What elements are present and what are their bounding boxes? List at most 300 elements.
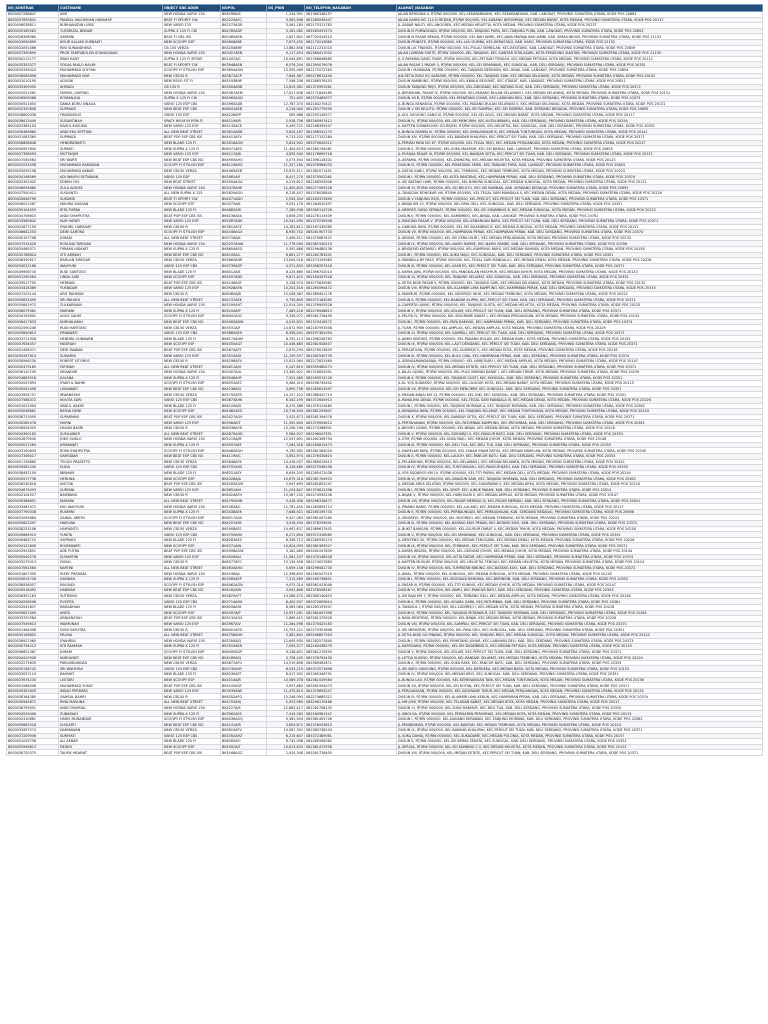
cell-nopol: BK3257AHW [221, 241, 267, 247]
cell-nama: RIZKY PRATAMA [59, 571, 163, 577]
cell-kontrak: 8000036908730 [7, 269, 59, 275]
cell-kontrak: 8000033057119 [7, 672, 59, 678]
cell-os: 4,219,612 [267, 179, 305, 185]
cell-kontrak: 8000032041837 [7, 604, 59, 610]
cell-alamat: JL.PELABUHAN, RT/RW 000/000, KEL.BELAWAN I, KEC.MEDAN BELAWAN, KOTA MEDAN, PROVINSI SUMATERA UTARA, KODE POS 20411 [397, 459, 763, 465]
table-row[interactable] [7, 750, 763, 756]
cell-alamat: JL.BUNGA RAMPAI IV, RT/RW 000/000, KEL.SIMALINGKAR B, KEC.MEDAN TUNTUNGAN, KOTA MEDAN, PROVINSI SUMATERA UTARA, KODE POS 20141 [397, 129, 763, 135]
cell-os: 7,419,283 [267, 711, 305, 717]
cell-os: 6,058,442 [267, 330, 305, 336]
cell-obj: ALL NEW SUPRA X 125 [163, 191, 221, 197]
cell-kontrak: 8000035946813 [7, 744, 59, 750]
cell-os: 5,073,554 [267, 157, 305, 163]
cell-nama: RAHUL KUSUMA [59, 123, 163, 129]
cell-nama: KARTINI [59, 565, 163, 571]
cell-os: 8,702,113 [267, 336, 305, 342]
cell-kontrak: 8000030921603 [7, 101, 59, 107]
cell-telp: 085296047351 [305, 431, 397, 437]
cell-os: 8,470,386 [267, 403, 305, 409]
cell-obj: VARIO 125 ESP CBS [163, 397, 221, 403]
cell-telp: 085372605814 [305, 599, 397, 605]
cell-obj: NEW SCOOPY ESP [163, 39, 221, 45]
cell-kontrak: 8000031588046 [7, 683, 59, 689]
cell-telp: 085370640312 [305, 140, 397, 146]
cell-kontrak: 8000036793051 [7, 705, 59, 711]
cell-nama: HERLINA [59, 476, 163, 482]
cell-obj: NEW BLADE 125 FI [163, 269, 221, 275]
cell-telp: 085296807354 [305, 632, 397, 638]
cell-kontrak: 8000032033558 [7, 163, 59, 169]
cell-telp: 085361047285 [305, 515, 397, 521]
cell-alamat: JL.SEI MENCIRIM, RT/RW 000/000, KEL.PAYA GELI, KEC.SUNGGAL, KAB. DELI SERDANG, PROVINSI SUMATERA UTARA, KODE POS 20351 [397, 627, 763, 633]
cell-nopol: BK3714AHX [221, 599, 267, 605]
cell-os: 6,402,937 [267, 599, 305, 605]
cell-obj: NEW HONDA VARIO 150 [163, 571, 221, 577]
cell-telp: 082295145577 [305, 112, 397, 118]
cell-telp: 081370425183 [305, 621, 397, 627]
cell-obj: NEW SUPRA X 125 FI [163, 576, 221, 582]
cell-alamat: JL.MANDALA BY PASS, RT/RW 000/000, KEL.TEGAL SARI MANDALA I, KEC.MEDAN DENAI, KOTA MEDAN, PROVINSI SUMATERA UTARA, KODE POS 20226 [397, 258, 763, 264]
cell-os: 15,046,387 [267, 291, 305, 297]
table-body [7, 12, 763, 756]
cell-obj: NEW SUPRA X 125 FI [163, 246, 221, 252]
cell-telp: 085372640913 [305, 397, 397, 403]
cell-nopol: BK5132AGX [221, 616, 267, 622]
cell-alamat: DUSUN VII, RT/RW 000/000, KEL.SEI MENCIRIM, KEC.SUNGGAL, KAB. DELI SERDANG, PROVINSI SUMATERA UTARA, KODE POS 20351 [397, 386, 763, 392]
cell-os: 5,449,731 [267, 123, 305, 129]
cell-telp: 082274109983 [305, 258, 397, 264]
cell-kontrak: 8000032302942 [7, 179, 59, 185]
cell-nopol: BK6239AFF [221, 672, 267, 678]
cell-telp: 081375239948 [305, 218, 397, 224]
cell-os: 3,690,758 [267, 386, 305, 392]
cell-kontrak: 8000031010195 [7, 79, 59, 85]
cell-obj: NEW BLADE 125 FI [163, 140, 221, 146]
cell-nopol: BK4355AGT [221, 342, 267, 348]
cell-kontrak: 8000037790338 [7, 509, 59, 515]
cell-obj: SCOOPY FI STYLISH ESP [163, 448, 221, 454]
cell-kontrak: 8000038021067 [7, 202, 59, 208]
cell-alamat: JL.YOS SUDARSO KM 10, RT/RW 000/000, KEL.TITI PAPAN, KEC.MEDAN DELI, KOTA MEDAN, PROVINSI SUMATERA UTARA, KODE POS 20244 [397, 470, 763, 476]
cell-obj: BEAT POP ESP CBS ISS [163, 280, 221, 286]
cell-kontrak: 8000037634057 [7, 342, 59, 348]
cell-os: 3,563,906 [267, 17, 305, 23]
cell-nama: BAMBANG [59, 493, 163, 499]
cell-nopol: BK3939AIW [221, 688, 267, 694]
cell-kontrak: 8000039827409 [7, 610, 59, 616]
cell-nama: AGUSNI [59, 79, 163, 85]
cell-nama: LESTARI [59, 677, 163, 683]
cell-nama: PROB TAMPUBOLON SITANGGANG [59, 51, 163, 57]
cell-kontrak: 8000036483720 [7, 537, 59, 543]
cell-nama: SUMARNI [59, 353, 163, 359]
cell-nama: SAPRIADI [59, 537, 163, 543]
cell-os: 14,286,470 [267, 593, 305, 599]
cell-nama: SRI RAHAYU [59, 297, 163, 303]
cell-nama: AINI [59, 12, 163, 18]
cell-alamat: DUSUN I, RT/RW 000/000, KEL.SUKA MAJU, KEC.SUNGGAL, KAB. DELI SERDANG, PROVINSI SUMATERA UTARA, KODE POS 20351 [397, 252, 763, 258]
cell-nama: PANGAL HALOMOAN HARAHAP [59, 17, 163, 23]
cell-alamat: JALAN PASAR 2 PASAR 3, RT/RW 000/000, KEL.SEI SEMAYANG, KEC.SUNGGAL, KAB. DELI SERDANG, PROVINSI SUMATERA UTARA, KODE POS 20351 [397, 62, 763, 68]
cell-nama: ELIDA [59, 465, 163, 471]
cell-nopol: BK6462AGN [221, 582, 267, 588]
cell-telp: 082184270421 [305, 101, 397, 107]
cell-telp: 082370485977 [305, 95, 397, 101]
cell-os: 2,870,294 [267, 347, 305, 353]
cell-os: 10,875,314 [267, 476, 305, 482]
cell-telp: 081262306754 [305, 437, 397, 443]
cell-obj: BEAT POP ESP CBS ISS [163, 347, 221, 353]
cell-nopol: BK5792AFR [221, 392, 267, 398]
cell-obj: VARIO 150 ESP [163, 112, 221, 118]
cell-obj: NEW SCOOPY ESP [163, 409, 221, 415]
cell-nama: YUNITA [59, 532, 163, 538]
cell-alamat: JL.AMAL, RT/RW 000/000, KEL.SUNGGAL, KEC.MEDAN SUNGGAL, KOTA MEDAN, PROVINSI SUMATERA UTARA, KODE POS 20128 [397, 571, 763, 577]
cell-nopol: BK4371AJN [221, 543, 267, 549]
cell-telp: 081360348157 [305, 12, 397, 18]
cell-alamat: JL.GARUDA RAYA, RT/RW 000/000, KEL.SEI SIKAMBING B, KEC.MEDAN SUNGGAL, KOTA MEDAN, PROVINSI SUMATERA UTARA, KODE POS 20122 [397, 224, 763, 230]
cell-alamat: JL.LETDA SUJONO, RT/RW 000/000, KEL.BANDAR SELAMAT, KEC.MEDAN TEMBUNG, KOTA MEDAN, PROVINSI SUMATERA UTARA, KODE POS 20224 [397, 655, 763, 661]
cell-obj: BEAT FI SPORTY CW [163, 62, 221, 68]
cell-telp: 081376053819 [305, 722, 397, 728]
cell-os: 9,713,102 [267, 135, 305, 141]
cell-nopol: BK6119AHG [221, 163, 267, 169]
cell-obj: BEAT POP ESP CBS ISS [163, 750, 221, 756]
cell-telp: 085296318472 [305, 498, 397, 504]
cell-nopol: BK3470AHE [221, 185, 267, 191]
cell-os: 565,988 [267, 112, 305, 118]
cell-telp: 081265346791 [305, 672, 397, 678]
cell-nama: FRANSISKUS [59, 112, 163, 118]
cell-telp: 082112231010 [305, 45, 397, 51]
cell-nopol: BK5146AGF [221, 280, 267, 286]
cell-alamat: DUSUN V, RT/RW 000/000, KEL.KOLAM, KEC.PERCUT SEI TUAN, KAB. DELI SERDANG, PROVINSI SUMATERA UTARA, KODE POS 20371 [397, 649, 763, 655]
cell-telp: 081262047519 [305, 571, 397, 577]
cell-alamat: JL.KAPTEN SUMARSONO GG.REJEKI, RT/RW 000/000, KEL.HELVETIA, KEC.SUNGGAL, KAB. DELI SERDANG, PROVINSI SUMATERA UTARA, KODE POS 20351 [397, 123, 763, 129]
cell-kontrak: 8000032350858 [7, 107, 59, 113]
cell-kontrak: 8000034706615 [7, 213, 59, 219]
cell-alamat: DUSUN I MARAKAN, RT/RW 000/000, KEL.TANJUNG BERINGIN, KEC.HINAI, KAB. LANGKAT, PROVINSI SUMATERA UTARA, KODE POS 20854 [397, 67, 763, 73]
cell-obj: NEW CB150 VERZA [163, 526, 221, 532]
cell-nama: ERNAWATI [59, 330, 163, 336]
cell-obj: ALL NEW BEAT STREET [163, 632, 221, 638]
cell-telp: 085372071698 [305, 666, 397, 672]
cell-alamat: JL.SEI BATU GINGGING, RT/RW 000/000, KEL.MERDEKA, KEC.MEDAN BARU, KOTA MEDAN, PROVINSI SUMATERA UTARA, KODE POS 20153 [397, 666, 763, 672]
cell-telp: 081396208763 [305, 336, 397, 342]
cell-alamat: JL.PERMAI RAYA NO 67, RT/RW 000/000, KEL.TEGAL REJO, KEC.MEDAN PERJUANGAN, KOTA MEDAN, PROVINSI SUMATERA UTARA, KODE POS 20237 [397, 140, 763, 146]
cell-alamat: DUSUN I, RT/RW 000/000, KEL.SIDODADI RAMUNIA, KEC.BERINGIN, KAB. DELI SERDANG, PROVINSI SUMATERA UTARA, KODE POS 20552 [397, 576, 763, 582]
cell-nopol: BK3519AER [221, 644, 267, 650]
cell-os: 2,947,659 [267, 481, 305, 487]
cell-alamat: DUSUN III, RT/RW 000/000, KEL.DELI TUA, KEC.DELI TUA, KAB. DELI SERDANG, PROVINSI SUMATERA UTARA, KODE POS 20355 [397, 442, 763, 448]
column-header-alamat[interactable]: ALAMAT_NASABAH [397, 5, 763, 12]
cell-obj: SCOOPY FI STYLISH ESP [163, 230, 221, 236]
cell-obj: NEW BEAT ESP CBS ISS [163, 252, 221, 258]
cell-kontrak: 8000038079361 [7, 308, 59, 314]
column-header-obj[interactable]: OBJECT SBS ADDR [163, 5, 221, 12]
cell-kontrak: 8000033416389 [7, 286, 59, 292]
cell-alamat: DUSUN I, RT/RW 000/000, KEL.SEKIP, KEC.LUBUK PAKAM, KAB. DELI SERDANG, PROVINSI SUMATERA UTARA, KODE POS 20514 [397, 487, 763, 493]
cell-alamat: DUSUN VII, RT/RW 000/000, KEL.KOTA DATAR, KEC.HAMPARAN PERAK, KAB. DELI SERDANG, PROVINSI SUMATERA UTARA, KODE POS 20374 [397, 554, 763, 560]
cell-kontrak: 8000036085858 [7, 73, 59, 79]
cell-nama: RINA MARLINA [59, 700, 163, 706]
cell-telp: 081262708135 [305, 705, 397, 711]
cell-obj: SCOOPY FI STYLISH ESP [163, 716, 221, 722]
cell-alamat: DUSUN IV, RT/RW 000/000, KEL.SEI MENCIRIM, KEC.KUTALIMBARU, KAB. DELI SERDANG, PROVINSI SUMATERA UTARA, KODE POS 20354 [397, 118, 763, 124]
cell-os: 7,648,921 [267, 509, 305, 515]
cell-os: 2,918,756 [267, 118, 305, 124]
cell-alamat: DUSUN VI, RT/RW 000/000, KEL.SAMPALI, KEC.PERCUT SEI TUAN, KAB. DELI SERDANG, PROVINSI SUMATERA UTARA, KODE POS 20371 [397, 330, 763, 336]
cell-os: 5,584,027 [267, 431, 305, 437]
cell-alamat: DUSUN VI, RT/RW 000/000, KEL.SUKA MAKMUR, KEC.DELI TUA, KAB. DELI SERDANG, PROVINSI SUMATERA UTARA, KODE POS 20355 [397, 705, 763, 711]
cell-os: 2,406,511 [267, 235, 305, 241]
cell-telp: 081376792430 [305, 655, 397, 661]
cell-telp: 081265193507 [305, 604, 397, 610]
column-header-os[interactable]: OS_PRIN [267, 5, 305, 12]
cell-telp: 085275630981 [305, 280, 397, 286]
cell-telp: 081370991561 [305, 84, 397, 90]
cell-kontrak: 8000035822497 [7, 521, 59, 527]
cell-kontrak: 8000030794213 [7, 644, 59, 650]
cell-os: 5,503,960 [267, 700, 305, 706]
cell-kontrak: 8000032091466 [7, 45, 59, 51]
cell-os: 13,365,922 [267, 370, 305, 376]
cell-alamat: DUSUN VI, RT/RW 000/000, KEL.BARU, KEC.PANCUR BATU, KAB. DELI SERDANG, PROVINSI SUMATERA UTARA, KODE POS 20353 [397, 588, 763, 594]
cell-nopol: BK4790AHB [221, 498, 267, 504]
cell-os: 12,645,930 [267, 638, 305, 644]
cell-kontrak: 8000037040563 [7, 157, 59, 163]
cell-telp: 085296480136 [305, 246, 397, 252]
cell-os: 7,921,480 [267, 375, 305, 381]
cell-obj: BEAT POP ESP CBS ISS [163, 683, 221, 689]
cell-nama: NURHALIMAH [59, 319, 163, 325]
cell-telp: 082168395547 [305, 123, 397, 129]
cell-nama: SYAHRIL HARAHAP [59, 224, 163, 230]
cell-obj: NEW BLADE 125 FI [163, 403, 221, 409]
cell-telp: 081376123485 [305, 403, 397, 409]
cell-kontrak: 8000036554329 [7, 425, 59, 431]
cell-telp: 081265508362 [305, 739, 397, 745]
cell-obj: NEW HONDA VARIO 150 [163, 504, 221, 510]
cell-telp: 082361295807 [305, 409, 397, 415]
cell-nopol: BK4597ADS [221, 274, 267, 280]
cell-os: 3,097,682 [267, 683, 305, 689]
cell-nama: SUPRIADI [59, 107, 163, 113]
cell-obj: NEW HONDA VARIO 150 [163, 185, 221, 191]
cell-os: 8,417,270 [267, 174, 305, 180]
cell-os: 7,312,569 [267, 576, 305, 582]
cell-telp: 081390079076 [305, 62, 397, 68]
cell-alamat: DUSUN XI, RT/RW 000/000, KEL.TANJUNG SELAMAT, KEC.SUNGGAL, KAB. DELI SERDANG, PROVINSI SUMATERA UTARA, KODE POS 20351 [397, 274, 763, 280]
cell-obj: NEW HONDA VARIO 150 [163, 51, 221, 57]
cell-alamat: DUSUN IV, RT/RW 000/000, KEL.NAMO RAMBE, KEC.NAMO RAMBE, KAB. DELI SERDANG, PROVINSI SUMATERA UTARA, KODE POS 20356 [397, 241, 763, 247]
cell-nama: ROSLINA TARIGAN [59, 241, 163, 247]
cell-kontrak: 8000031458371 [7, 347, 59, 353]
cell-kontrak: 8000036120749 [7, 370, 59, 376]
cell-kontrak: 8000030917736 [7, 476, 59, 482]
cell-telp: 082386402719 [305, 392, 397, 398]
cell-nopol: BK6251AEY [221, 470, 267, 476]
cell-obj: NEW VARIO 125 [163, 23, 221, 29]
cell-alamat: DUSUN I, RT/RW 000/000, KEL.TANJUNG MORAWA A, KEC.TANJUNG MORAWA, KAB. DELI SERDANG, PROVINSI SUMATERA UTARA, KODE POS 20362 [397, 403, 763, 409]
cell-os: 15,567,132 [267, 493, 305, 499]
cell-os: 11,561,237 [267, 554, 305, 560]
cell-os: 9,427,083 [267, 515, 305, 521]
cell-obj: NEW BLADE 125 FI [163, 604, 221, 610]
cell-alamat: JL.PINANG BARIS, RT/RW 000/000, KEL.LALANG, KEC.MEDAN SUNGGAL, KOTA MEDAN, PROVINSI SUMATERA UTARA, KODE POS 20127 [397, 504, 763, 510]
cell-telp: 082168553906 [305, 179, 397, 185]
cell-nopol: BK5133ACE [221, 123, 267, 129]
cell-kontrak: 8000033904757 [7, 392, 59, 398]
cell-telp: 082389738204 [305, 728, 397, 734]
cell-nopol: BK4482AEG [221, 409, 267, 415]
cell-telp: 081376430815 [305, 453, 397, 459]
cell-telp: 081370148526 [305, 554, 397, 560]
cell-alamat: DUSUN XII B, RT/RW 000/000, KEL.PEMATANG JOHAR, KEC.LABUHAN DELI, KAB. DELI SERDANG, PROVINSI SUMATERA UTARA, KODE POS 20373 [397, 95, 763, 101]
cell-nopol: BK4397AJP [221, 610, 267, 616]
column-header-nopol[interactable]: NOPOL [221, 5, 267, 12]
cell-os: 15,298,706 [267, 425, 305, 431]
cell-kontrak: 8000030518492 [7, 588, 59, 594]
cell-alamat: JALAN LUMBAN SIHITE, RT/RW 000/000, KEL.TANJUNG, KEC.SIANTAR SITALASARI, KOTA PEMATANG SIANTAR, PROVINSI SUMATERA UTARA, KODE POS 21139 [397, 51, 763, 57]
cell-telp: 082361472958 [305, 744, 397, 750]
cell-obj: NEW SCOOPY ESP [163, 342, 221, 348]
cell-obj: NEW CB150 R [163, 425, 221, 431]
cell-kontrak: 8000035614728 [7, 576, 59, 582]
cell-nama: NURAINI [59, 498, 163, 504]
cell-kontrak: 8000030285478 [7, 420, 59, 426]
cell-kontrak: 8000039261408 [7, 386, 59, 392]
cell-kontrak: 8000039682518 [7, 722, 59, 728]
cell-kontrak: 8000033150633 [7, 448, 59, 454]
cell-os: 6,126,480 [267, 465, 305, 471]
column-header-telp[interactable]: NO_TELEPON_NASABAH [305, 5, 397, 12]
cell-obj: NEW SCOOPY ESP [163, 543, 221, 549]
cell-kontrak: 8000034022186 [7, 263, 59, 269]
cell-alamat: DUSUN I, RT/RW 000/000, KEL.PAYA BAKUNG, KEC.HAMPARAN PERAK, KAB. DELI SERDANG, PROVINSI SUMATERA UTARA, KODE POS 20374 [397, 319, 763, 325]
cell-nama: MARIANI [59, 308, 163, 314]
column-header-nama[interactable]: CUSTNAME [59, 5, 163, 12]
cell-nopol: BK5168AGZ [221, 750, 267, 756]
cell-telp: 082361928407 [305, 342, 397, 348]
cell-nopol: BK6283AEZ [221, 537, 267, 543]
cell-nopol: BK5163AGM [221, 481, 267, 487]
cell-kontrak: 8000030379185 [7, 364, 59, 370]
cell-alamat: JALAN BERSAMA II, RT/RW 000/000, KEL.SEKARANDANG, KEC.SEKARANDANG, KAB. LANGKAT, PROVINSI SUMATERA UTARA, KODE POS 20863 [397, 12, 763, 18]
cell-alamat: DUSUN II, RT/RW 000/000, KEL.PERBAUNGAN, KEC.PERBAUNGAN, KAB. SERDANG BEDAGAI, PROVINSI SUMATERA UTARA, KODE POS 20986 [397, 509, 763, 515]
cell-telp: 082389140653 [305, 593, 397, 599]
cell-kontrak: 8000037061584 [7, 565, 59, 571]
cell-alamat: JL.MERPATI GANG SEPAKAT, RT/RW 000/000, KEL.SEI SIKAMBING B, KEC.MEDAN SUNGGAL, KOTA MEDAN, PROVINSI SUMATERA UTARA, KODE POS 20122 [397, 207, 763, 213]
cell-nopol: BK4141AIR [221, 722, 267, 728]
cell-obj: NEW CB150 VERZA [163, 392, 221, 398]
cell-nopol: BK5087ADK [221, 218, 267, 224]
cell-alamat: JL.BROMO UJUNG, RT/RW 000/000, KEL.BINJAI, KEC.MEDAN DENAI, KOTA MEDAN, PROVINSI SUMATERA UTARA, KODE POS 20228 [397, 425, 763, 431]
data-table [6, 4, 763, 756]
cell-nama: NOUR SALAMI SURBAKTI [59, 39, 163, 45]
cell-os: 11,404,623 [267, 146, 305, 152]
cell-nama: HABIBAH [59, 588, 163, 594]
cell-obj: ALL NEW BEAT STREET [163, 431, 221, 437]
cell-nopol: BK5284AJQ [221, 638, 267, 644]
column-header-kontrak[interactable]: NO_KONTRAK [7, 5, 59, 12]
cell-obj: NEW BEAT ESP CBS ISS [163, 386, 221, 392]
cell-nopol: BK4182AIN [221, 588, 267, 594]
cell-obj: BEAT FI SPORTY CW [163, 196, 221, 202]
cell-telp: 085361923048 [305, 582, 397, 588]
cell-nopol: BK5367AEM [221, 90, 267, 96]
cell-obj: NEW SUPRA X 125 FI [163, 711, 221, 717]
cell-alamat: DUSUN V, RT/RW 000/000, KEL.KOLAM, KEC.PERCUT SEI TUAN, KAB. DELI SERDANG, PROVINSI SUMATERA UTARA, KODE POS 20371 [397, 308, 763, 314]
cell-os: 12,537,891 [267, 437, 305, 443]
cell-telp: 082160812473 [305, 442, 397, 448]
cell-nama: ROMI SYAHPUTRA [59, 448, 163, 454]
cell-os: 11,778,094 [267, 241, 305, 247]
cell-kontrak: 8000032768824 [7, 252, 59, 258]
cell-nama: HENDRAYANTO [59, 140, 163, 146]
cell-kontrak: 8000039517705 [7, 280, 59, 286]
cell-kontrak: 8000038936057 [7, 582, 59, 588]
cell-alamat: JL.SUKA DAMAI, RT/RW 000/000, KEL.SUKADAME, KEC.MEDAN POLONIA, KOTA MEDAN, PROVINSI SUMATERA UTARA, KODE POS 20157 [397, 733, 763, 739]
cell-obj: VARIO 125 ESP CBS [163, 666, 221, 672]
cell-nama: SAMSUL BAHRI [59, 694, 163, 700]
cell-telp: 085261047839 [305, 549, 397, 555]
cell-nopol: BK6553AEC [221, 381, 267, 387]
cell-kontrak: 8000037695841 [7, 17, 59, 23]
cell-os: 3,806,255 [267, 213, 305, 219]
cell-kontrak: 8000037308417 [7, 453, 59, 459]
cell-telp: 082160981547 [305, 711, 397, 717]
cell-nopol: BK5531AJF [221, 325, 267, 331]
cell-os: 10,541,090 [267, 218, 305, 224]
cell-os: 14,519,806 [267, 660, 305, 666]
cell-os: 14,672,905 [267, 325, 305, 331]
cell-kontrak: 8000034675093 [7, 487, 59, 493]
cell-obj: NEW BLADE 125 FI [163, 207, 221, 213]
cell-telp: 087702414510 [305, 34, 397, 40]
cell-alamat: JL.HM JONI, RT/RW 000/000, KEL.TELADAN BARAT, KEC.MEDAN KOTA, KOTA MEDAN, PROVINSI SUMATERA UTARA, KODE POS 20217 [397, 700, 763, 706]
cell-nama: DANIA BORU SINAGA [59, 101, 163, 107]
cell-obj: NEW CB150 VERZA [163, 593, 221, 599]
cell-obj: NEW SCOOPY ESP [163, 476, 221, 482]
cell-kontrak: 8000030664915 [7, 532, 59, 538]
cell-kontrak: 8000035106852 [7, 632, 59, 638]
cell-telp: 081396646880 [305, 56, 397, 62]
cell-telp: 081376508267 [305, 588, 397, 594]
cell-kontrak: 8000033275013 [7, 560, 59, 566]
cell-kontrak: 8000036397163 [7, 593, 59, 599]
cell-obj: NEW HONDA VARIO 150 [163, 705, 221, 711]
cell-telp: 082361704925 [305, 476, 397, 482]
cell-obj: NEW SCOOPY ESP [163, 274, 221, 280]
cell-obj: NEW BEAT ESP CBS ISS [163, 319, 221, 325]
cell-nama: ZAINAL ARIFIN [59, 515, 163, 521]
cell-alamat: DUSUN V, RT/RW 000/000, KEL.SEI SEMAYANG, KEC.SUNGGAL, KAB. DELI SERDANG, PROVINSI SUMATERA UTARA, KODE POS 20351 [397, 532, 763, 538]
cell-nopol: BK5407AGL [221, 370, 267, 376]
cell-nama: ADE PUTRA [59, 549, 163, 555]
cell-os: 6,218,457 [267, 191, 305, 197]
cell-telp: 081370612398 [305, 487, 397, 493]
cell-telp: 082160736851 [305, 576, 397, 582]
cell-os: 8,930,742 [267, 230, 305, 236]
cell-nama: MUHAMMAD SOFYAN [59, 67, 163, 73]
cell-nama: ZULKARNAIN [59, 302, 163, 308]
cell-nopol: BK3871ACP [221, 73, 267, 79]
cell-alamat: JL.PUSAKA PASAR IX, RT/RW 000/000, KEL.BANDAR SETIA, KEC.PERCUT SEI TUAN, KAB. DELI SERDANG, PROVINSI SUMATERA UTARA, KODE POS 20371 [397, 151, 763, 157]
cell-telp: 085372316085 [305, 532, 397, 538]
cell-nopol: BK3960ADB [221, 101, 267, 107]
cell-nama: DEDI IRAWAN [59, 347, 163, 353]
